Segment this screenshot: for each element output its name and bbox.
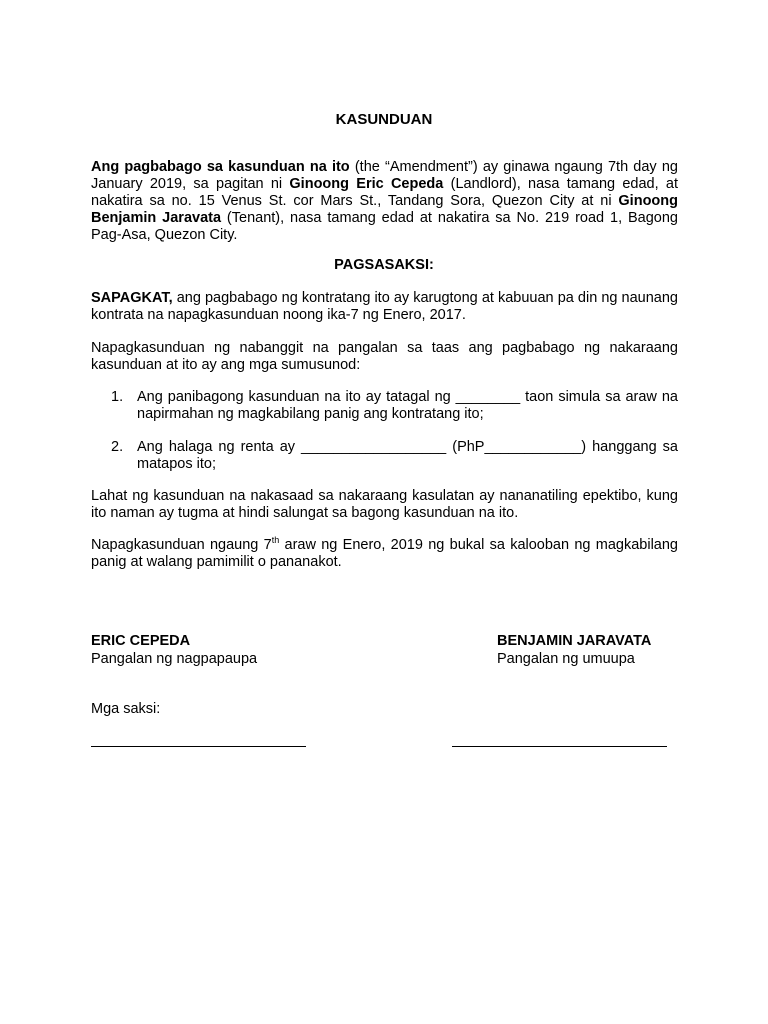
section-subtitle: PAGSASAKSI: <box>334 257 434 273</box>
witness-label: Mga saksi: <box>91 701 161 717</box>
document-title: KASUNDUAN <box>335 111 433 128</box>
consent-text-pre: Napagkasunduan ngaung 7 <box>91 537 272 553</box>
list-number: 1. <box>111 389 124 405</box>
landlord-signatory-name: ERIC CEPEDA <box>91 633 191 649</box>
agreement-paragraph: Napagkasunduan ng nabanggit na pangalan sa taas ang pagbabago ng nakaraang kasunduan at ito ay ang mga sumusunod: <box>91 340 678 373</box>
ordinal-suffix: th <box>271 535 280 546</box>
consent-paragraph <box>91 537 678 571</box>
intro-text-3: (Tenant), nasa tamang edad at nakatira sa No. 219 road 1, Bagong Pag-Asa, Quezon City. <box>91 210 678 243</box>
tenant-name: Ginoong Benjamin Jaravata <box>91 193 678 226</box>
tenant-signatory-role: Pangalan ng umuupa <box>497 651 635 667</box>
whereas-paragraph <box>91 290 678 324</box>
list-item <box>91 439 678 473</box>
list-item <box>91 389 678 423</box>
witness-signature-line-1 <box>91 746 306 747</box>
intro-paragraph <box>91 159 678 244</box>
landlord-signatory-role: Pangalan ng nagpapaupa <box>91 651 258 667</box>
tenant-signatory-name: BENJAMIN JARAVATA <box>497 633 652 649</box>
intro-text-2: (Landlord), nasa tamang edad, at nakatira sa no. 15 Venus St. cor Mars St., Tandang Sora, Quezon City at ni <box>91 176 679 209</box>
intro-text-1: (the “Amendment”) ay ginawa ngaung 7th day ng January 2019, sa pagitan ni <box>91 159 678 192</box>
list-text: Ang halaga ng renta ay __________________ (PhP____________) hanggang sa matapos ito; <box>137 439 678 472</box>
effectivity-paragraph: Lahat ng kasunduan na nakasaad sa nakaraang kasulatan ay nananatiling epektibo, kung ito naman ay tugma at hindi salungat sa bagong kasunduan na ito. <box>91 488 678 521</box>
landlord-name: Ginoong Eric Cepeda <box>289 176 444 192</box>
whereas-lead: SAPAGKAT, <box>91 290 173 306</box>
list-number: 2. <box>111 439 124 455</box>
intro-lead: Ang pagbabago sa kasunduan na ito <box>91 159 350 175</box>
whereas-text: ang pagbabago ng kontratang ito ay karugtong at kabuuan pa din ng naunang kontrata na napagkasunduan noong ika-7 ng Enero, 2017. <box>91 290 678 323</box>
list-text: Ang panibagong kasunduan na ito ay tatagal ng ________ taon simula sa araw na napirmahan ng magkabilang panig ang kontratang ito; <box>137 389 678 422</box>
consent-text-post: araw ng Enero, 2019 ng bukal sa kalooban ng magkabilang panig at walang pamimilit o pananakot. <box>91 537 678 570</box>
witness-signature-line-2 <box>452 746 667 747</box>
